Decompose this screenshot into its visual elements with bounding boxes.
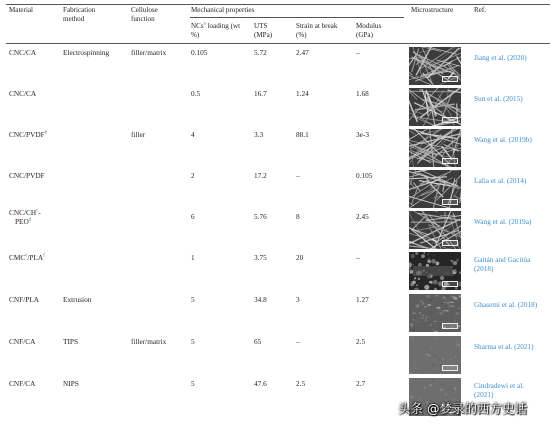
cell-uts: 3.3 — [254, 130, 264, 139]
cell-modulus: – — [356, 48, 360, 57]
header-bottom-rule — [6, 43, 550, 44]
cell-ncs-loading: 5 — [191, 337, 195, 346]
sem-porous-surface-icon — [409, 252, 461, 290]
header-modulus: Modulus (GPa) — [356, 22, 382, 39]
header-material: Material — [9, 6, 34, 14]
sem-fiber-mat-icon — [409, 129, 461, 167]
sem-fiber-mat-icon — [409, 88, 461, 126]
header-uts: UTS (MPa) — [254, 22, 273, 39]
cell-fabrication-method: NIPS — [63, 379, 79, 388]
cell-modulus: – — [356, 253, 360, 262]
cell-material: CNC/CA — [9, 48, 37, 57]
cell-uts: 5.76 — [254, 212, 267, 221]
cell-strain-at-break: 88.1 — [296, 130, 309, 139]
cell-fabrication-method: Extrusion — [63, 295, 92, 304]
cell-material: CMCe/PLA$^f$ — [9, 253, 45, 262]
cell-uts: 47.6 — [254, 379, 267, 388]
cell-ncs-loading: 5 — [191, 295, 195, 304]
sem-smooth-surface-icon — [409, 336, 461, 374]
scale-bar — [442, 365, 458, 371]
cell-ncs-loading: 6 — [191, 212, 195, 221]
cell-fabrication-method: Electrospinning — [63, 48, 110, 57]
cell-strain-at-break: 1.24 — [296, 89, 309, 98]
cell-uts: 5.72 — [254, 48, 267, 57]
cell-strain-at-break: 2.47 — [296, 48, 309, 57]
cell-material: CNC/PVDF$^b$ — [9, 130, 48, 139]
cell-ncs-loading: 2 — [191, 171, 195, 180]
table-top-rule — [6, 4, 550, 5]
cell-ref[interactable]: Lalia et al. (2014) — [474, 176, 527, 185]
cell-strain-at-break: 20 — [296, 253, 304, 262]
scale-bar — [442, 240, 458, 246]
header-ncs-loading: NCs$^a$ loading (wt %) — [191, 21, 241, 39]
cell-ref[interactable]: Jiang et al. (2020) — [474, 53, 527, 62]
cell-ref[interactable]: Cindradewi et al. (2021) — [474, 381, 525, 399]
cell-modulus: 1.68 — [356, 89, 369, 98]
scale-bar — [442, 281, 458, 287]
cell-ref[interactable]: Wang et al. (2019a) — [474, 217, 532, 226]
cell-strain-at-break: 8 — [296, 212, 300, 221]
cell-ref[interactable]: Sharma et al. (2021) — [474, 342, 534, 351]
cell-ref[interactable]: Sun et al. (2015) — [474, 94, 523, 103]
scale-bar — [442, 117, 458, 123]
cell-uts: 16.7 — [254, 89, 267, 98]
cell-material: CNC/PVDF — [9, 171, 45, 180]
cell-ncs-loading: 1 — [191, 253, 195, 262]
cell-material: CNC/CA — [9, 89, 37, 98]
cell-cellulose-function: filler/matrix — [131, 337, 167, 346]
cell-cellulose-function: filler — [131, 130, 146, 139]
header-fabrication-method: Fabrication method — [63, 6, 96, 23]
header-ref: Ref. — [474, 6, 487, 14]
sem-fiber-mat-icon — [409, 170, 461, 208]
cell-uts: 65 — [254, 337, 262, 346]
cell-uts: 34.8 — [254, 295, 267, 304]
scale-bar — [442, 158, 458, 164]
cell-modulus: 2.45 — [356, 212, 369, 221]
header-mechanical-properties: Mechanical properties — [191, 6, 255, 14]
cell-modulus: 0.105 — [356, 171, 373, 180]
cell-ref[interactable]: Wang et al. (2019b) — [474, 135, 532, 144]
cell-fabrication-method: TIPS — [63, 337, 79, 346]
cell-ref[interactable]: Ghasemi et al. (2018) — [474, 300, 538, 309]
cell-strain-at-break: 3 — [296, 295, 300, 304]
cell-uts: 17.2 — [254, 171, 267, 180]
header-strain-at-break: Strain at break (%) — [296, 22, 338, 39]
cell-material: CNF/PLA — [9, 295, 40, 304]
cell-strain-at-break: – — [296, 171, 300, 180]
sem-fiber-mat-icon — [409, 211, 461, 249]
cell-ref[interactable]: Gaitán and Gacitúa (2018) — [474, 255, 531, 273]
header-microstructure: Microstructure — [411, 6, 454, 14]
mechanical-properties-rule — [190, 17, 404, 18]
cell-strain-at-break: 2.5 — [296, 379, 306, 388]
cell-modulus: 2.5 — [356, 337, 366, 346]
watermark: 头条 @梦录的西方史话 — [398, 401, 527, 416]
cell-ncs-loading: 4 — [191, 130, 195, 139]
cell-material: CNC/$CH^c-$ PEO$^d$ — [9, 208, 41, 226]
sem-fiber-mat-icon — [409, 47, 461, 85]
cell-strain-at-break: – — [296, 337, 300, 346]
scale-bar — [442, 323, 458, 329]
cell-ncs-loading: 0.105 — [191, 48, 208, 57]
cell-material: CNF/CA — [9, 379, 36, 388]
sem-rough-surface-icon — [409, 294, 461, 332]
cell-uts: 3.75 — [254, 253, 267, 262]
cell-modulus: 1.27 — [356, 295, 369, 304]
cell-material: CNF/CA — [9, 337, 36, 346]
cell-cellulose-function: filler/matrix — [131, 48, 167, 57]
scale-bar — [442, 76, 458, 82]
cell-ncs-loading: 0.5 — [191, 89, 201, 98]
scale-bar — [442, 199, 458, 205]
header-cellulose-function: Cellulose function — [131, 6, 158, 23]
cell-modulus: 3e-3 — [356, 130, 369, 139]
cell-modulus: 2.7 — [356, 379, 366, 388]
cell-ncs-loading: 5 — [191, 379, 195, 388]
